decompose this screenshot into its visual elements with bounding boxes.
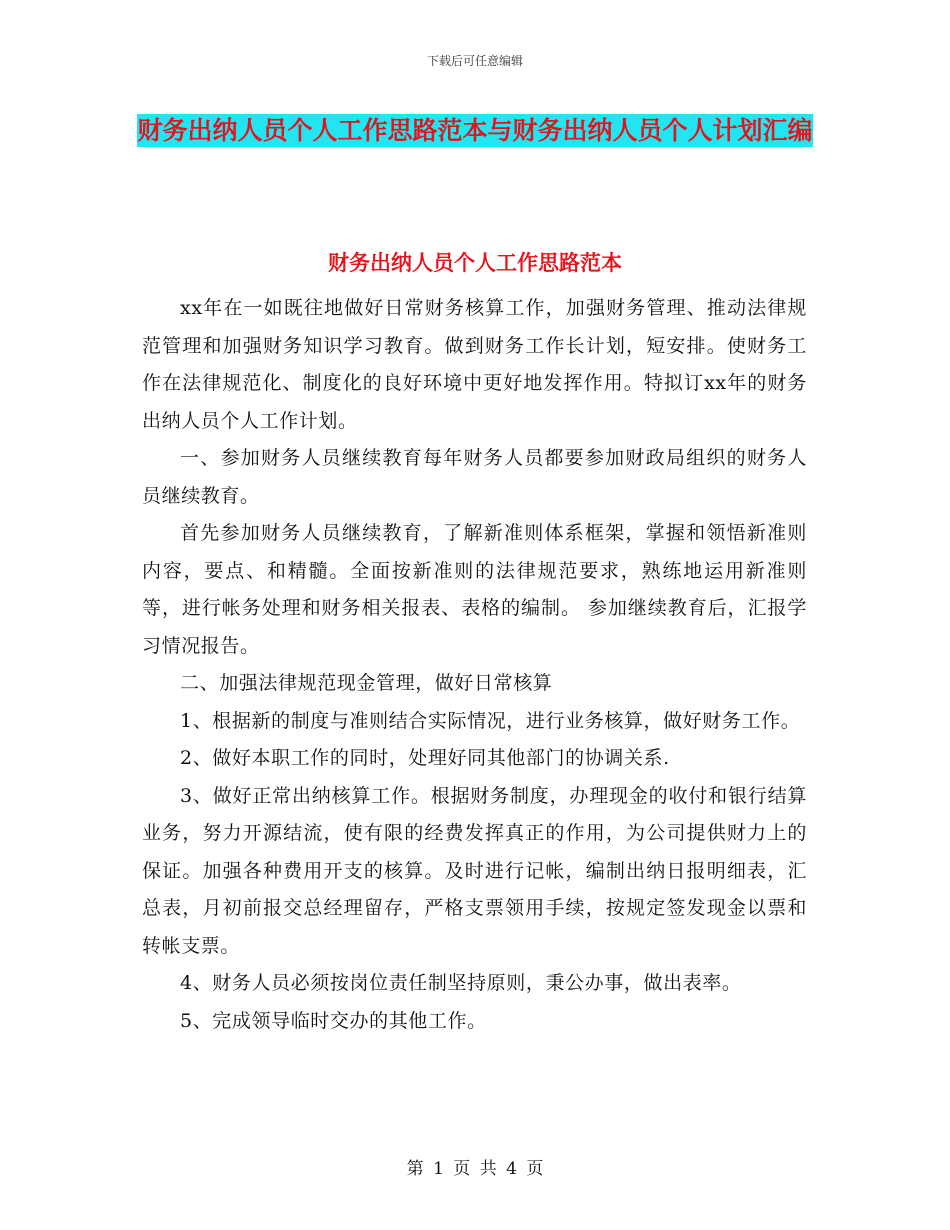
page-header: 下载后可任意编辑 (426, 54, 523, 68)
paragraph: xx年在一如既往地做好日常财务核算工作，加强财务管理、推动法律规范管理和加强财务知识学习教育。做到财务工作长计划，短安排。使财务工作在法律规范化、制度化的良好环境中更好地发挥作用。特拟订xx年的财务出纳人员个人工作计划。 (142, 297, 807, 432)
section-title: 财务出纳人员个人工作思路范本 (328, 251, 622, 275)
paragraph: 2、做好本职工作的同时，处理好同其他部门的协调关系. (180, 747, 670, 769)
paragraph: 首先参加财务人员继续教育，了解新准则体系框架，掌握和领悟新准则内容，要点、和精髓。全面按新准则的法律规范要求，熟练地运用新准则等，进行帐务处理和财务相关报表、表格的编制。 参加继续教育后，汇报学习情况报告。 (142, 522, 807, 657)
paragraph: 二、加强法律规范现金管理，做好日常核算 (180, 672, 553, 694)
paragraph: 4、财务人员必须按岗位责任制坚持原则，秉公办事，做出表率。 (180, 972, 742, 994)
paragraph: 5、完成领导临时交办的其他工作。 (180, 1009, 487, 1032)
paragraph: 一、参加财务人员继续教育每年财务人员都要参加财政局组织的财务人员继续教育。 (142, 447, 807, 507)
document-title-text: 财务出纳人员个人工作思路范本与财务出纳人员个人计划汇编 (137, 116, 813, 145)
document-title (120, 106, 830, 156)
document-body (142, 290, 807, 1040)
paragraph: 3、做好正常出纳核算工作。根据财务制度，办理现金的收付和银行结算业务，努力开源结流，使有限的经费发挥真正的作用，为公司提供财力上的保证。加强各种费用开支的核算。及时进行记帐，编制出纳日报明细表，汇总表，月初前报交总经理留存，严格支票领用手续，按规定签发现金以票和转帐支票。 (142, 784, 807, 957)
paragraph: 1、根据新的制度与准则结合实际情况，进行业务核算，做好财务工作。 (180, 709, 801, 732)
page-footer: 第 1 页 共 4 页 (406, 1159, 544, 1179)
